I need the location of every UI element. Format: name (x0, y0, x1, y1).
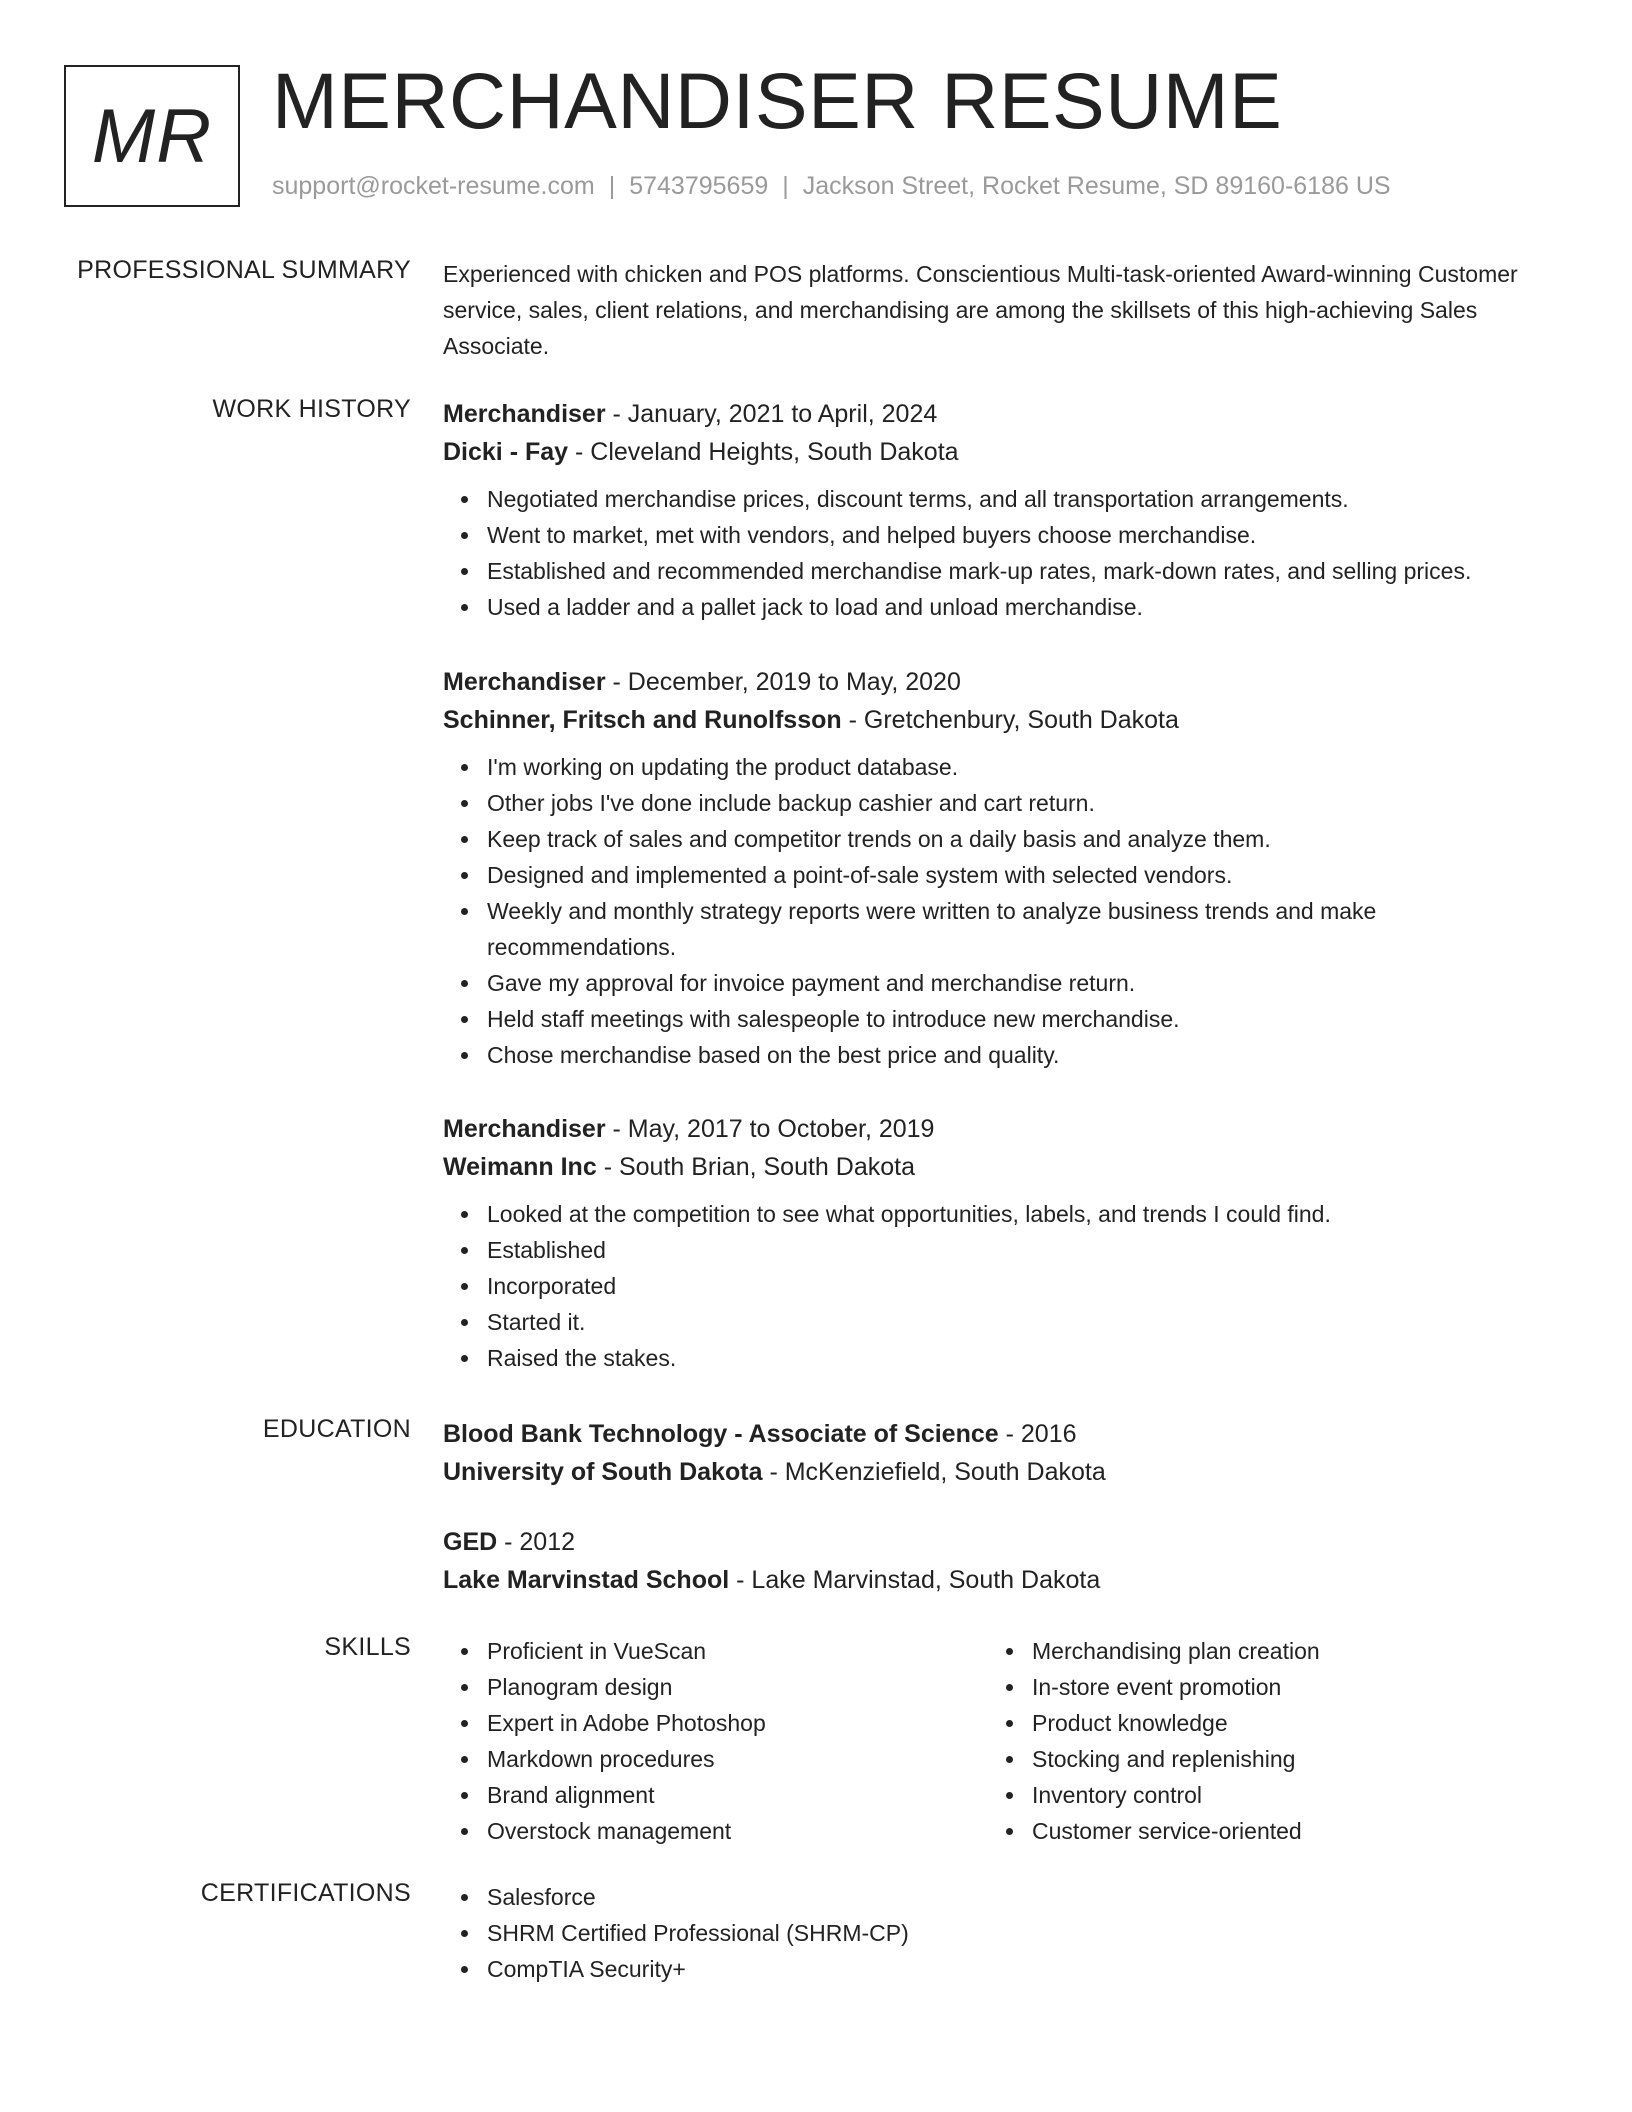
job-location: - South Brian, South Dakota (596, 1153, 915, 1181)
list-item: Expert in Adobe Photoshop (487, 1705, 988, 1741)
school-location: - McKenziefield, South Dakota (762, 1458, 1106, 1486)
summary-heading: PROFESSIONAL SUMMARY (77, 256, 411, 284)
job-duties (443, 481, 1553, 625)
degree: GED (443, 1528, 498, 1556)
job-entry (443, 663, 1553, 1073)
list-item: Looked at the competition to see what opportunities, labels, and trends I could find. (487, 1196, 1553, 1232)
certifications-list (443, 1879, 1553, 1987)
school-name: University of South Dakota (443, 1458, 763, 1486)
skills-heading: SKILLS (324, 1633, 411, 1661)
education-entry (443, 1523, 1553, 1599)
contact-phone: 5743795659 (629, 172, 769, 200)
list-item: Incorporated (487, 1268, 1553, 1304)
skills-list-right (988, 1633, 1533, 1849)
contact-line (272, 172, 1391, 201)
job-location: - Cleveland Heights, South Dakota (568, 438, 959, 466)
job-entry (443, 1110, 1553, 1376)
list-item: Markdown procedures (487, 1741, 988, 1777)
job-dates: - December, 2019 to May, 2020 (605, 668, 961, 696)
list-item: Established (487, 1232, 1553, 1268)
job-company: Weimann Inc (443, 1153, 597, 1181)
list-item: In-store event promotion (1032, 1669, 1533, 1705)
list-item: Salesforce (487, 1879, 1553, 1915)
resume-title: MERCHANDISER RESUME (272, 56, 1283, 145)
list-item: Merchandising plan creation (1032, 1633, 1533, 1669)
list-item: Planogram design (487, 1669, 988, 1705)
job-dates: - January, 2021 to April, 2024 (605, 400, 938, 428)
list-item: Held staff meetings with salespeople to introduce new merchandise. (487, 1001, 1553, 1037)
list-item: Started it. (487, 1304, 1553, 1340)
job-company: Dicki - Fay (443, 438, 569, 466)
list-item: Negotiated merchandise prices, discount terms, and all transportation arrangements. (487, 481, 1553, 517)
list-item: Chose merchandise based on the best price and quality. (487, 1037, 1553, 1073)
contact-separator: | (608, 172, 616, 200)
list-item: Stocking and replenishing (1032, 1741, 1533, 1777)
list-item: SHRM Certified Professional (SHRM-CP) (487, 1915, 1553, 1951)
list-item: Raised the stakes. (487, 1340, 1553, 1376)
job-location: - Gretchenbury, South Dakota (841, 706, 1179, 734)
contact-separator: | (782, 172, 789, 200)
job-title: Merchandiser (443, 1115, 606, 1143)
job-title: Merchandiser (443, 400, 606, 428)
skills-list-left (443, 1633, 988, 1849)
list-item: Went to market, met with vendors, and helped buyers choose merchandise. (487, 517, 1553, 553)
education-entry (443, 1415, 1553, 1491)
list-item: Brand alignment (487, 1777, 988, 1813)
job-entry (443, 395, 1553, 625)
list-item: Overstock management (487, 1813, 988, 1849)
work-history-heading: WORK HISTORY (212, 395, 411, 423)
summary-text: Experienced with chicken and POS platforms. Conscientious Multi-task-oriented Award-winning Customer service, sales, client relations, and merchandising are among the skillsets of this high-achieving Sales Associate. (443, 261, 1518, 359)
list-item: Gave my approval for invoice payment and merchandise return. (487, 965, 1553, 1001)
school-name: Lake Marvinstad School (443, 1566, 730, 1594)
graduation-year: - 2012 (497, 1528, 576, 1556)
list-item: Used a ladder and a pallet jack to load and unload merchandise. (487, 589, 1553, 625)
list-item: CompTIA Security+ (487, 1951, 1553, 1987)
list-item: Other jobs I've done include backup cashier and cart return. (487, 785, 1553, 821)
list-item: Customer service-oriented (1032, 1813, 1533, 1849)
job-duties (443, 749, 1553, 1073)
job-dates: - May, 2017 to October, 2019 (605, 1115, 935, 1143)
job-duties (443, 1196, 1553, 1376)
contact-email: support@rocket-resume.com (272, 172, 595, 200)
contact-address: Jackson Street, Rocket Resume, SD 89160-6186 US (802, 172, 1391, 200)
monogram-box (64, 65, 240, 207)
monogram-initials: MR (91, 93, 213, 179)
certifications-heading: CERTIFICATIONS (200, 1879, 411, 1907)
list-item: Product knowledge (1032, 1705, 1533, 1741)
education-heading: EDUCATION (262, 1415, 411, 1443)
graduation-year: - 2016 (998, 1420, 1077, 1448)
list-item: Established and recommended merchandise mark-up rates, mark-down rates, and selling prices. (487, 553, 1553, 589)
job-company: Schinner, Fritsch and Runolfsson (443, 706, 842, 734)
list-item: Keep track of sales and competitor trends on a daily basis and analyze them. (487, 821, 1553, 857)
list-item: Weekly and monthly strategy reports were written to analyze business trends and make recommendations. (487, 893, 1553, 965)
school-location: - Lake Marvinstad, South Dakota (729, 1566, 1101, 1594)
list-item: Proficient in VueScan (487, 1633, 988, 1669)
degree: Blood Bank Technology - Associate of Science (443, 1420, 999, 1448)
list-item: I'm working on updating the product database. (487, 749, 1553, 785)
list-item: Inventory control (1032, 1777, 1533, 1813)
job-title: Merchandiser (443, 668, 606, 696)
list-item: Designed and implemented a point-of-sale system with selected vendors. (487, 857, 1553, 893)
